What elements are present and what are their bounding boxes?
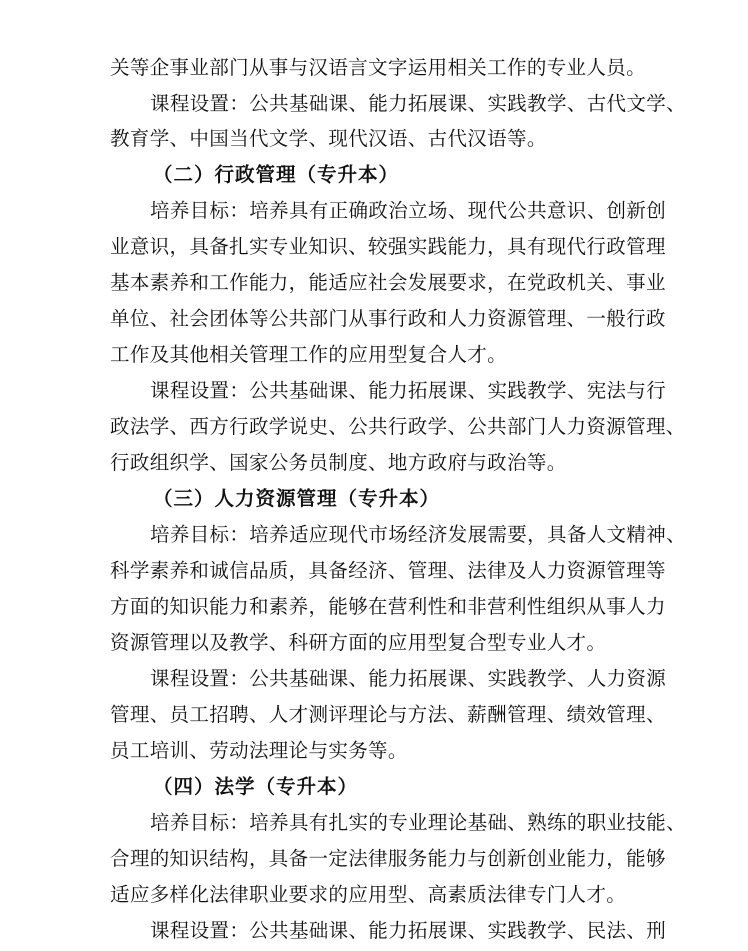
paragraph-line: 方面的知识能力和素养，能够在营利性和非营利性组织从事人力 (110, 595, 666, 618)
paragraph-line: 政法学、西方行政学说史、公共行政学、公共部门人力资源管理、 (110, 415, 686, 438)
paragraph-line: 管理、员工招聘、人才测评理论与方法、薪酬管理、绩效管理、 (110, 703, 666, 726)
paragraph-line: 培养目标：培养具有正确政治立场、现代公共意识、创新创 (150, 199, 667, 222)
paragraph-line: 培养目标：培养具有扎实的专业理论基础、熟练的职业技能、 (150, 811, 686, 834)
section-heading-law: （四）法学（专升本） (153, 775, 359, 798)
paragraph-line: 课程设置：公共基础课、能力拓展课、实践教学、古代文学、 (150, 92, 686, 115)
paragraph-line: 合理的知识结构，具备一定法律服务能力与创新创业能力，能够 (110, 847, 666, 870)
paragraph-line: 适应多样化法律职业要求的应用型、高素质法律专门人才。 (110, 883, 627, 906)
paragraph-line: 基本素养和工作能力，能适应社会发展要求，在党政机关、事业 (110, 271, 666, 294)
paragraph-line: 单位、社会团体等公共部门从事行政和人力资源管理、一般行政 (110, 307, 666, 330)
paragraph-line: 课程设置：公共基础课、能力拓展课、实践教学、宪法与行 (150, 379, 667, 402)
paragraph-line: 资源管理以及教学、科研方面的应用型复合型专业人才。 (110, 631, 607, 654)
paragraph-line: 科学素养和诚信品质，具备经济、管理、法律及人力资源管理等 (110, 559, 666, 582)
paragraph-line: 课程设置：公共基础课、能力拓展课、实践教学、人力资源 (150, 667, 667, 690)
paragraph-line: 关等企事业部门从事与汉语言文字运用相关工作的专业人员。 (110, 56, 646, 79)
section-heading-public-administration: （二）行政管理（专升本） (153, 163, 400, 186)
paragraph-line: 业意识，具备扎实专业知识、较强实践能力，具有现代行政管理 (110, 235, 666, 258)
paragraph-line: 员工培训、劳动法理论与实务等。 (110, 739, 408, 762)
paragraph-line: 行政组织学、国家公务员制度、地方政府与政治等。 (110, 451, 567, 474)
paragraph-line: 培养目标：培养适应现代市场经济发展需要，具备人文精神、 (150, 523, 686, 546)
paragraph-line: 课程设置：公共基础课、能力拓展课、实践教学、民法、刑 (150, 919, 667, 942)
paragraph-line: 教育学、中国当代文学、现代汉语、古代汉语等。 (110, 127, 547, 150)
section-heading-human-resource-management: （三）人力资源管理（专升本） (153, 487, 441, 510)
paragraph-line: 工作及其他相关管理工作的应用型复合人才。 (110, 343, 508, 366)
